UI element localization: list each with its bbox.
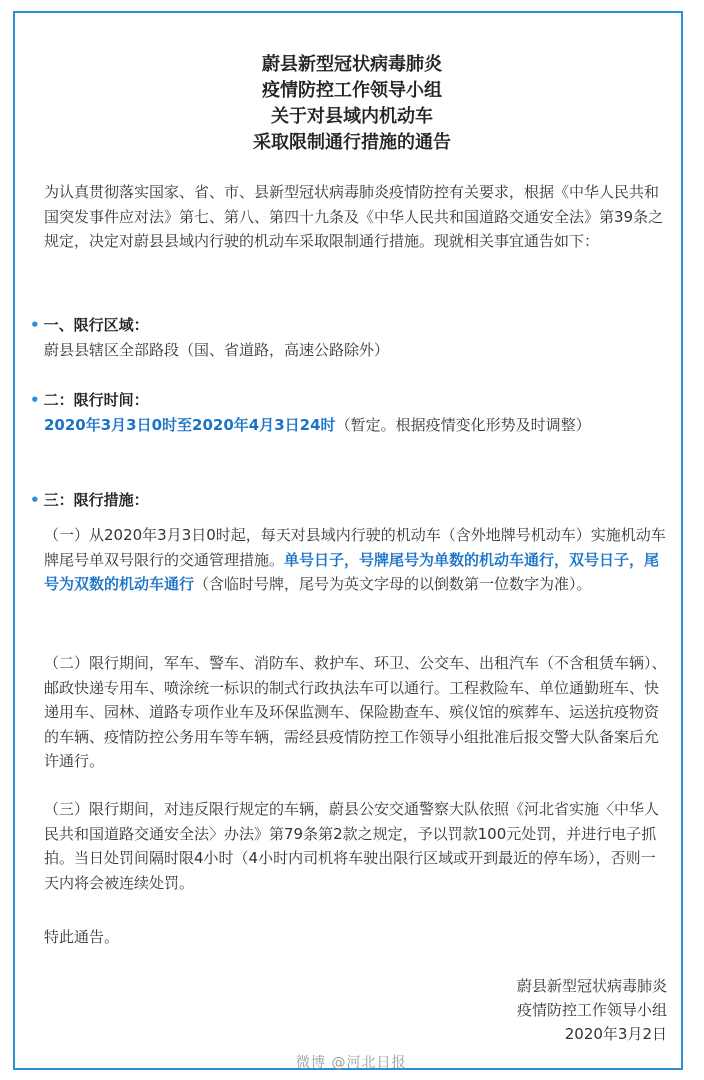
signature-date: 2020年3月2日 xyxy=(564,1025,667,1043)
measure-1-note: （含临时号牌，尾号为英文字母的以倒数第一位数字为准）。 xyxy=(194,575,592,593)
title-line-1: 蔚县新型冠状病毒肺炎 xyxy=(262,54,442,75)
section-1-text: 蔚县县辖区全部路段（国、省道路，高速公路除外） xyxy=(44,341,390,359)
intro-paragraph: 为认真贯彻落实国家、省、市、县新型冠状病毒肺炎疫情防控有关要求，根据《中华人民共和国突发事件应对法》第七、第八、第四十九条及《中华人民共和国道路交通安全法》第39条之规定，决定对蔚县县域内行驶的机动车采取限制通行措施。现就相关事宜通告如下： xyxy=(44,183,664,250)
signature-org-line-2: 疫情防控工作领导小组 xyxy=(516,1001,667,1019)
bullet-dot-icon: • xyxy=(30,391,40,409)
title-line-4: 采取限制通行措施的通告 xyxy=(253,132,451,153)
restriction-period-note: （暂定。根据疫情变化形势及时调整） xyxy=(335,416,591,434)
section-3-heading xyxy=(30,489,149,511)
measure-paragraph-3: （三）限行期间，对违反限行规定的车辆，蔚县公安交通警察大队依照《河北省实施〈中华人民共和国道路交通安全法〉办法》第79条第2款之规定，予以罚款100元处罚，并进行电子抓拍。当日处罚间隔时限4小时（4小时内司机将车驶出限行区域或开到最近的停车场），否则一天内将会被连续处罚。 xyxy=(44,800,660,892)
section-3-heading-text: 三：限行措施： xyxy=(43,491,149,509)
closing-statement: 特此通告。 xyxy=(44,928,120,946)
odd-even-rule-highlight: 单号日子，号牌尾号为单数的机动车通行，双号日子，尾号为双数的机动车通行 xyxy=(44,550,660,593)
signature-block xyxy=(517,974,667,1046)
bullet-dot-icon: • xyxy=(30,316,40,334)
section-2-text xyxy=(44,413,668,438)
section-1-heading xyxy=(30,314,149,336)
restriction-period-highlight: 2020年3月3日0时至2020年4月3日24时 xyxy=(44,416,336,434)
weibo-watermark: 微博 @河北日报 xyxy=(296,1055,407,1071)
measure-1-intro: （一）从2020年3月3日0时起，每天对县域内行驶的机动车（含外地牌号机动车）实施机动车牌尾号单双号限行的交通管理措施。 xyxy=(44,526,666,569)
measure-paragraph-2: （二）限行期间，军车、警车、消防车、救护车、环卫、公交车、出租汽车（不含租赁车辆）、邮政快递专用车、喷涂统一标识的制式行政执法车可以通行。工程救险车、单位通勤班车、快递用车、园林、道路专项作业车及环保监测车、保险勘查车、殡仪馆的殡葬车、运送抗疫物资的车辆、疫情防控公务用车等车辆，需经县疫情防控工作领导小组批准后报交警大队备案后允许通行。 xyxy=(44,654,667,770)
section-2-heading-text: 二：限行时间： xyxy=(43,391,149,409)
section-2-heading xyxy=(30,389,149,411)
notice-title xyxy=(0,52,704,156)
signature-org-line-1: 蔚县新型冠状病毒肺炎 xyxy=(516,977,667,995)
title-line-2: 疫情防控工作领导小组 xyxy=(262,80,442,101)
bullet-dot-icon: • xyxy=(30,491,40,509)
section-1-heading-text: 一、限行区域： xyxy=(43,316,149,334)
measure-paragraph-1 xyxy=(44,523,668,597)
title-line-3: 关于对县域内机动车 xyxy=(271,106,433,127)
